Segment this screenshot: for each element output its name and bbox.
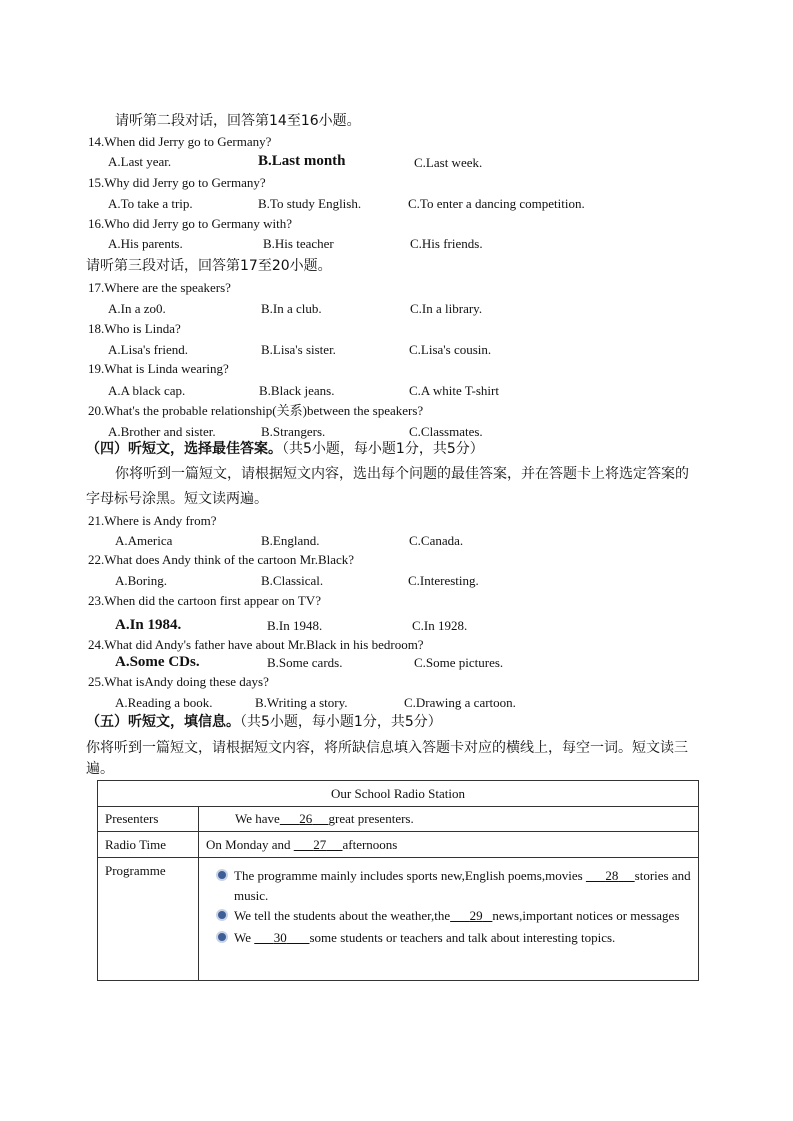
table-row-programme: [98, 858, 699, 981]
q25-option-b[interactable]: B.Writing a story.: [255, 695, 348, 710]
q19-option-b[interactable]: B.Black jeans.: [259, 383, 335, 398]
q21-option-b[interactable]: B.England.: [261, 533, 320, 548]
table-title: Our School Radio Station: [98, 781, 699, 807]
q19-option-c[interactable]: C.A white T-shirt: [409, 383, 499, 398]
programme-bullet-2: We tell the students about the weather,the 29 news,important notices or messages: [206, 906, 691, 926]
presenters-cell: We have 26 great presenters.: [199, 807, 699, 832]
question-24: 24.What did Andy's father have about Mr.Black in his bedroom?: [88, 637, 424, 652]
q16-option-b[interactable]: B.His teacher: [263, 236, 334, 251]
q16-option-c[interactable]: C.His friends.: [410, 236, 483, 251]
question-14: 14.When did Jerry go to Germany?: [88, 134, 272, 149]
question-23: 23.When did the cartoon first appear on TV?: [88, 593, 321, 608]
table-row-radio-time: [98, 832, 699, 858]
part5-instruction-line2: 遍。: [86, 761, 114, 777]
blank-30[interactable]: 30: [273, 930, 287, 945]
q18-option-a[interactable]: A.Lisa's friend.: [108, 342, 188, 357]
blank-27[interactable]: 27: [313, 836, 327, 852]
q15-option-b[interactable]: B.To study English.: [258, 196, 362, 211]
q25-option-c[interactable]: C.Drawing a cartoon.: [404, 695, 516, 710]
programme-bullet-1: The programme mainly includes sports new,English poems,movies 28 stories and music.: [206, 866, 691, 906]
part4-title: （四）听短文，选择最佳答案。: [86, 441, 282, 457]
programme-label: Programme: [98, 858, 199, 981]
presenters-label: Presenters: [98, 807, 199, 832]
question-19: 19.What is Linda wearing?: [88, 361, 229, 376]
section-intro-dialogue-3: 请听第三段对话，回答第17至20小题。: [86, 258, 332, 274]
part5-instruction-line1: 你将听到一篇短文，请根据短文内容，将所缺信息填入答题卡对应的横线上，每空一词。短文读三: [86, 740, 688, 756]
q18-option-b[interactable]: B.Lisa's sister.: [261, 342, 336, 357]
question-20: 20.What's the probable relationship(关系)between the speakers?: [88, 403, 424, 418]
q19-option-a[interactable]: A.A black cap.: [108, 383, 186, 398]
q14-option-a[interactable]: A.Last year.: [108, 154, 172, 169]
q15-option-c[interactable]: C.To enter a dancing competition.: [408, 196, 585, 211]
question-16: 16.Who did Jerry go to Germany with?: [88, 216, 292, 231]
radio-station-table: [97, 780, 699, 981]
programme-bullet-3: We 30 some students or teachers and talk about interesting topics.: [206, 928, 691, 948]
part5-heading: [86, 713, 442, 731]
q21-option-c[interactable]: C.Canada.: [409, 533, 464, 548]
q25-option-a[interactable]: A.Reading a book.: [115, 695, 213, 710]
part5-title: （五）听短文，填信息。: [86, 714, 240, 730]
q16-option-a[interactable]: A.His parents.: [108, 236, 183, 251]
bullet-dot-icon: [218, 911, 226, 919]
q14-option-c[interactable]: C.Last week.: [414, 155, 483, 170]
radio-time-cell: On Monday and 27 afternoons: [199, 832, 699, 858]
part5-score-note: （共5小题，每小题1分，共5分）: [240, 714, 442, 730]
q17-option-a[interactable]: A.In a zo0.: [108, 301, 166, 316]
question-15: 15.Why did Jerry go to Germany?: [88, 175, 266, 190]
q21-option-a[interactable]: A.America: [115, 533, 173, 548]
question-21: 21.Where is Andy from?: [88, 513, 217, 528]
blank-29[interactable]: 29: [469, 908, 483, 923]
q23-option-b[interactable]: B.In 1948.: [267, 618, 323, 633]
q23-option-a[interactable]: A.In 1984.: [115, 617, 182, 633]
part4-heading: [86, 440, 484, 458]
bullet-dot-icon: [218, 933, 226, 941]
q22-option-b[interactable]: B.Classical.: [261, 573, 324, 588]
table-row-presenters: [98, 807, 699, 832]
radio-time-label: Radio Time: [98, 832, 199, 858]
programme-cell: [199, 858, 699, 981]
part4-instruction-line2: 字母标号涂黑。短文读两遍。: [86, 491, 268, 507]
q17-option-b[interactable]: B.In a club.: [261, 301, 322, 316]
part4-instruction-line1: 你将听到一篇短文，请根据短文内容，选出每个问题的最佳答案，并在答题卡上将选定答案的: [115, 466, 689, 482]
q24-option-c[interactable]: C.Some pictures.: [414, 655, 504, 670]
q24-option-b[interactable]: B.Some cards.: [267, 655, 343, 670]
section-intro-dialogue-2: 请听第二段对话，回答第14至16小题。: [115, 113, 361, 129]
q22-option-a[interactable]: A.Boring.: [115, 573, 167, 588]
question-17: 17.Where are the speakers?: [88, 280, 231, 295]
question-25: 25.What isAndy doing these days?: [88, 674, 269, 689]
q20-option-c[interactable]: C.Classmates.: [409, 424, 483, 439]
question-22: 22.What does Andy think of the cartoon Mr.Black?: [88, 552, 355, 567]
q20-option-a[interactable]: A.Brother and sister.: [108, 424, 216, 439]
q17-option-c[interactable]: C.In a library.: [410, 301, 483, 316]
q24-option-a[interactable]: A.Some CDs.: [115, 654, 200, 670]
part4-score-note: （共5小题，每小题1分，共5分）: [282, 441, 484, 457]
q15-option-a[interactable]: A.To take a trip.: [108, 196, 193, 211]
q22-option-c[interactable]: C.Interesting.: [408, 573, 479, 588]
question-18: 18.Who is Linda?: [88, 321, 181, 336]
q18-option-c[interactable]: C.Lisa's cousin.: [409, 342, 492, 357]
blank-26[interactable]: 26: [299, 811, 313, 826]
blank-28[interactable]: 28: [605, 868, 619, 883]
q20-option-b[interactable]: B.Strangers.: [261, 424, 326, 439]
bullet-dot-icon: [218, 871, 226, 879]
q14-option-b[interactable]: B.Last month: [258, 153, 346, 169]
q23-option-c[interactable]: C.In 1928.: [412, 618, 468, 633]
